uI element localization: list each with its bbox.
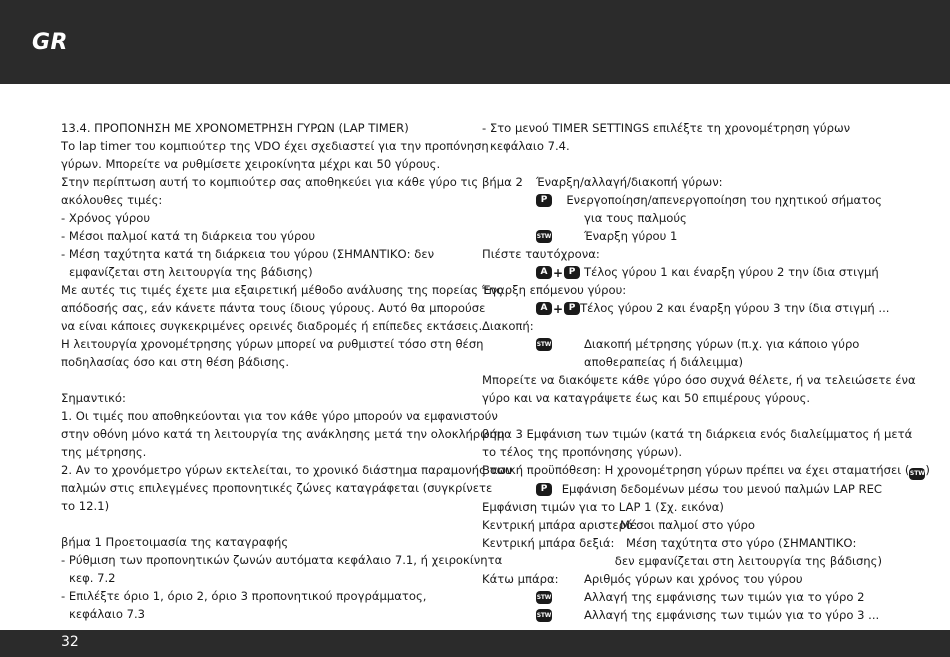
text-line: ποδηλασίας όσο και στη θέση βάδισης. xyxy=(61,355,290,369)
list-item: - Μέση ταχύτητα κατά τη διάρκεια του γύρου (ΣΗΜΑΝΤΙΚΟ: δεν xyxy=(61,247,435,261)
stw-button-icon: STW xyxy=(909,468,925,480)
a-button-icon: A xyxy=(536,266,552,279)
text-line: Διακοπή: xyxy=(482,319,534,333)
field-label: Κεντρική μπάρα αριστερά: xyxy=(482,518,638,532)
step-heading: βήμα 1 Προετοιμασία της καταγραφής xyxy=(61,535,289,549)
page-footer xyxy=(0,630,950,657)
stw-description-cont: αποθεραπείας ή διάλειμμα) xyxy=(584,355,744,369)
text-line: 2. Αν το χρονόμετρο γύρων εκτελείται, το χρονικό διάστημα παραμονής των xyxy=(61,463,513,477)
field-value: Αριθμός γύρων και χρόνος του γύρου xyxy=(584,572,803,586)
text-line: γύρο και να καταγράψετε έως και 50 επιμέρους γύρους. xyxy=(482,391,811,405)
text-line: απόδοσής σας, εάν κάνετε πάντα τους ίδιους γύρους. Αυτό θα μπορούσε xyxy=(61,301,486,315)
text-line: να είναι κάποιες συγκεκριμένες ορεινές διαδρομές ή επίπεδες εκτάσεις. xyxy=(61,319,483,333)
text-line: ακόλουθες τιμές: xyxy=(61,193,163,207)
list-item: - Επιλέξτε όριο 1, όριο 2, όριο 3 προπονητικού προγράμματος, xyxy=(61,589,427,603)
list-item-cont: κεφ. 7.2 xyxy=(69,571,116,585)
list-item: - Ρύθμιση των προπονητικών ζωνών αυτόματα κεφάλαιο 7.1, ή χειροκίνητα xyxy=(61,553,503,567)
text-line: Το lap timer του κομπιούτερ της VDO έχει σχεδιαστεί για την προπόνηση xyxy=(61,139,489,153)
p-description: Εμφάνιση δεδομένων μέσω του μενού παλμών LAP REC xyxy=(561,482,882,496)
list-item-cont: κεφάλαιο 7.3 xyxy=(69,607,146,621)
stw-description: Έναρξη γύρου 1 xyxy=(584,229,678,243)
a-button-icon: A xyxy=(536,302,552,315)
text-line xyxy=(482,461,930,480)
field-value: Μέσοι παλμοί στο γύρο xyxy=(620,518,756,532)
p-button-icon: P xyxy=(564,266,580,279)
stw-button-icon: STW xyxy=(536,230,552,243)
field-value-cont: δεν εμφανίζεται στη λειτουργία της βάδισης) xyxy=(614,554,882,568)
plus-icon: + xyxy=(553,301,564,316)
field-label: Κάτω μπάρα: xyxy=(482,572,559,586)
section-heading: 13.4. ΠΡΟΠΟΝΗΣΗ ΜΕ ΧΡΟΝΟΜΕΤΡΗΣΗ ΓΥΡΩΝ (LAP TIMER) xyxy=(61,121,409,135)
text-line: κεφάλαιο 7.4. xyxy=(490,139,570,153)
p-button-icon: P xyxy=(536,483,552,496)
text-line: Εμφάνιση τιμών για το LAP 1 (Σχ. εικόνα) xyxy=(482,500,724,514)
p-description: Ενεργοποίηση/απενεργοποίηση του ηχητικού σήματος xyxy=(566,193,882,207)
text-line: της μέτρησης. xyxy=(61,445,147,459)
text-line: γύρων. Μπορείτε να ρυθμίσετε χειροκίνητα μέχρι και 50 γύρους. xyxy=(61,157,441,171)
text-line: Με αυτές τις τιμές έχετε μια εξαιρετική μέθοδο ανάλυσης της πορείας της xyxy=(61,283,503,297)
stw-description: Αλλαγή της εμφάνισης των τιμών για το γύρο 3 ... xyxy=(584,608,880,622)
text-line: Πιέστε ταυτόχρονα: xyxy=(482,247,600,261)
field-value: Μέση ταχύτητα στο γύρο (ΣΗΜΑΝΤΙΚΟ: xyxy=(626,536,857,550)
stw-button-icon: STW xyxy=(536,591,552,604)
text-line: παλμών στις επιλεγμένες προπονητικές ζώνες καταγράφεται (συγκρίνετε xyxy=(61,481,493,495)
text-line: 1. Οι τιμές που αποθηκεύονται για τον κάθε γύρο μπορούν να εμφανιστούν xyxy=(61,409,498,423)
step-heading: βήμα 3 Εμφάνιση των τιμών (κατά τη διάρκεια ενός διαλείμματος ή μετά xyxy=(482,427,913,441)
basic-close: ) xyxy=(925,463,930,477)
list-item-cont: εμφανίζεται στη λειτουργία της βάδισης) xyxy=(69,265,313,279)
plus-icon: + xyxy=(553,265,564,280)
step-title: Έναρξη/αλλαγή/διακοπή γύρων: xyxy=(536,175,723,189)
step-label: βήμα 2 xyxy=(482,175,523,189)
combo-description: Τέλος γύρου 1 και έναρξη γύρου 2 την ίδια στιγμή xyxy=(584,265,879,279)
note-heading: Σημαντικό: xyxy=(61,391,126,405)
page-header xyxy=(0,0,950,84)
p-button-icon: P xyxy=(536,194,552,207)
p-button-icon: P xyxy=(564,302,580,315)
text-line: το 12.1) xyxy=(61,499,110,513)
text-line: στην οθόνη μόνο κατά τη λειτουργία της ανάκλησης μετά την ολοκλήρωση xyxy=(61,427,505,441)
p-description-cont: για τους παλμούς xyxy=(584,211,687,225)
stw-description: Αλλαγή της εμφάνισης των τιμών για το γύρο 2 xyxy=(584,590,865,604)
stw-button-icon: STW xyxy=(536,338,552,351)
text-line: Στην περίπτωση αυτή το κομπιούτερ σας αποθηκεύει για κάθε γύρο τις xyxy=(61,175,479,189)
right-column xyxy=(482,119,930,624)
text-line: το τέλος της προπόνησης γύρων). xyxy=(482,445,683,459)
text-line: Μπορείτε να διακόψετε κάθε γύρο όσο συχνά θέλετε, ή να τελειώσετε ένα xyxy=(482,373,916,387)
page-number: 32 xyxy=(61,634,79,650)
language-label: GR xyxy=(32,30,68,55)
field-label: Κεντρική μπάρα δεξιά: xyxy=(482,536,615,550)
combo-description: Τέλος γύρου 2 και έναρξη γύρου 3 την ίδια στιγμή ... xyxy=(580,301,890,315)
basic-text: Βασική προϋπόθεση: Η χρονομέτρηση γύρων πρέπει να έχει σταματήσει ( xyxy=(482,463,910,477)
stw-description: Διακοπή μέτρησης γύρων (π.χ. για κάποιο γύρο xyxy=(584,337,860,351)
list-item: - Μέσοι παλμοί κατά τη διάρκεια του γύρου xyxy=(61,229,316,243)
text-line: Η λειτουργία χρονομέτρησης γύρων μπορεί να ρυθμιστεί τόσο στη θέση xyxy=(61,337,484,351)
list-item: - Χρόνος γύρου xyxy=(61,211,151,225)
text-line: Έναρξη επόμενου γύρου: xyxy=(482,283,627,297)
stw-button-icon: STW xyxy=(536,609,552,622)
text-line: - Στο μενού TIMER SETTINGS επιλέξτε τη χρονομέτρηση γύρων xyxy=(482,121,851,135)
